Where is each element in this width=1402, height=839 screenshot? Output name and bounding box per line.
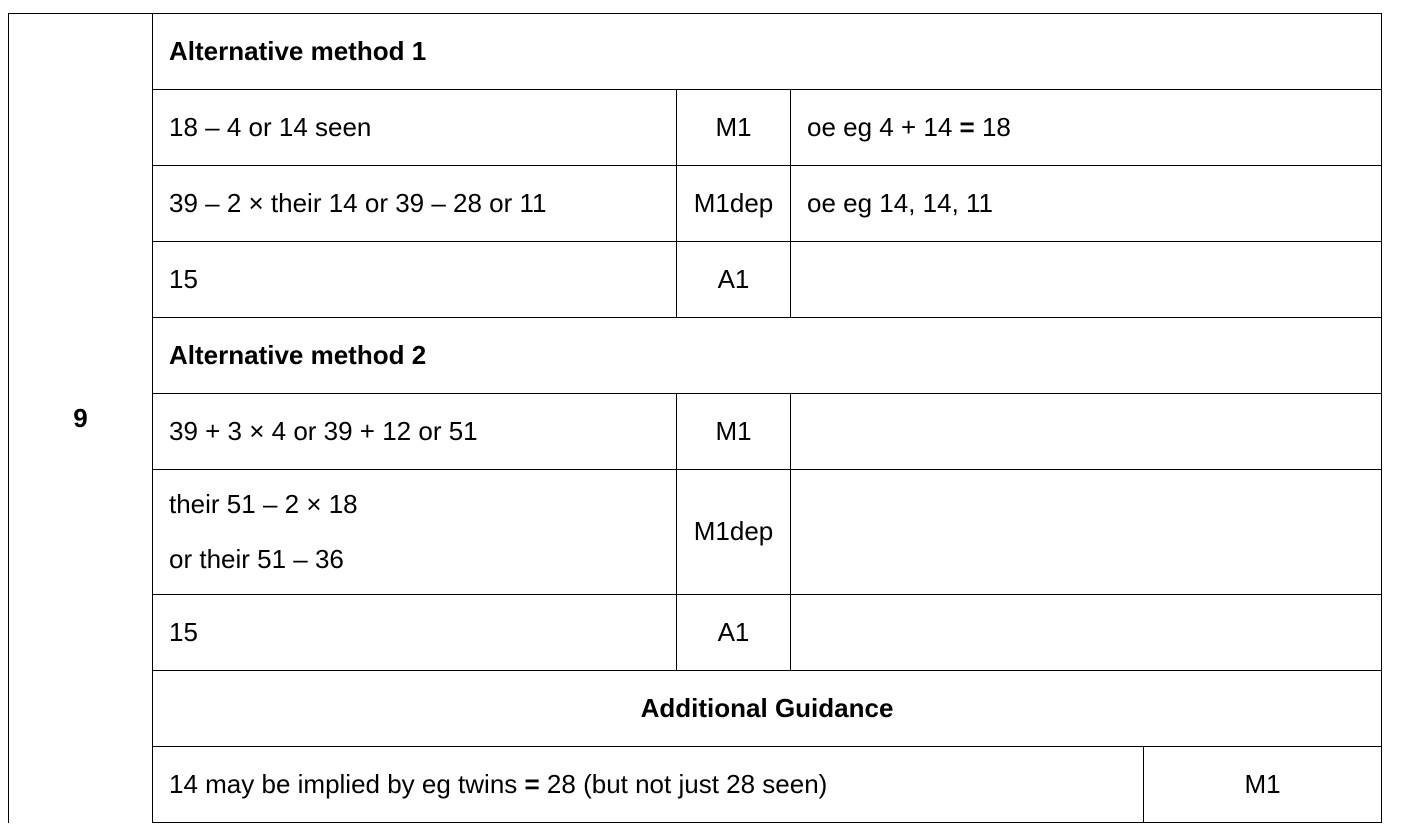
table-row [9, 470, 1382, 595]
method1-heading-row [9, 14, 1382, 90]
working-line: or their 51 – 36 [169, 544, 344, 574]
method2-heading-row [9, 318, 1382, 394]
comment-cell [791, 90, 1382, 166]
comment-text: oe eg 4 + 14 [807, 111, 960, 142]
guidance-text: 14 may be implied by eg twins [169, 768, 525, 799]
comment-cell [791, 394, 1382, 470]
table-row [9, 394, 1382, 470]
equals-sign: = [524, 768, 540, 799]
working-cell: 15 [153, 595, 677, 671]
comment-cell [791, 595, 1382, 671]
comment-cell [791, 470, 1382, 595]
guidance-heading-row [9, 671, 1382, 747]
working-cell: 15 [153, 242, 677, 318]
comment-cell [791, 242, 1382, 318]
guidance-mark-cell: M1 [1144, 747, 1382, 823]
working-line: their 51 – 2 × 18 [169, 488, 358, 519]
equals-sign: = [959, 111, 975, 142]
mark-cell: M1dep [677, 470, 791, 595]
question-number: 9 [9, 14, 153, 823]
table-row [9, 166, 1382, 242]
mark-scheme-table [8, 13, 1382, 823]
table-row [9, 242, 1382, 318]
working-cell: 39 + 3 × 4 or 39 + 12 or 51 [153, 394, 677, 470]
table-row [9, 595, 1382, 671]
mark-cell: A1 [677, 595, 791, 671]
method2-title: Alternative method 2 [153, 318, 1382, 394]
guidance-title: Additional Guidance [153, 671, 1382, 747]
table-row [9, 90, 1382, 166]
working-cell [153, 470, 677, 595]
guidance-text: 28 (but not just 28 seen) [539, 768, 828, 799]
comment-text: 18 [974, 111, 1011, 142]
method1-title: Alternative method 1 [153, 14, 1382, 90]
mark-cell: M1dep [677, 166, 791, 242]
mark-cell: M1 [677, 90, 791, 166]
comment-cell: oe eg 14, 14, 11 [791, 166, 1382, 242]
guidance-text-cell [153, 747, 1144, 823]
working-cell: 18 – 4 or 14 seen [153, 90, 677, 166]
working-cell: 39 – 2 × their 14 or 39 – 28 or 11 [153, 166, 677, 242]
mark-cell: M1 [677, 394, 791, 470]
mark-cell: A1 [677, 242, 791, 318]
table-row [9, 747, 1382, 823]
